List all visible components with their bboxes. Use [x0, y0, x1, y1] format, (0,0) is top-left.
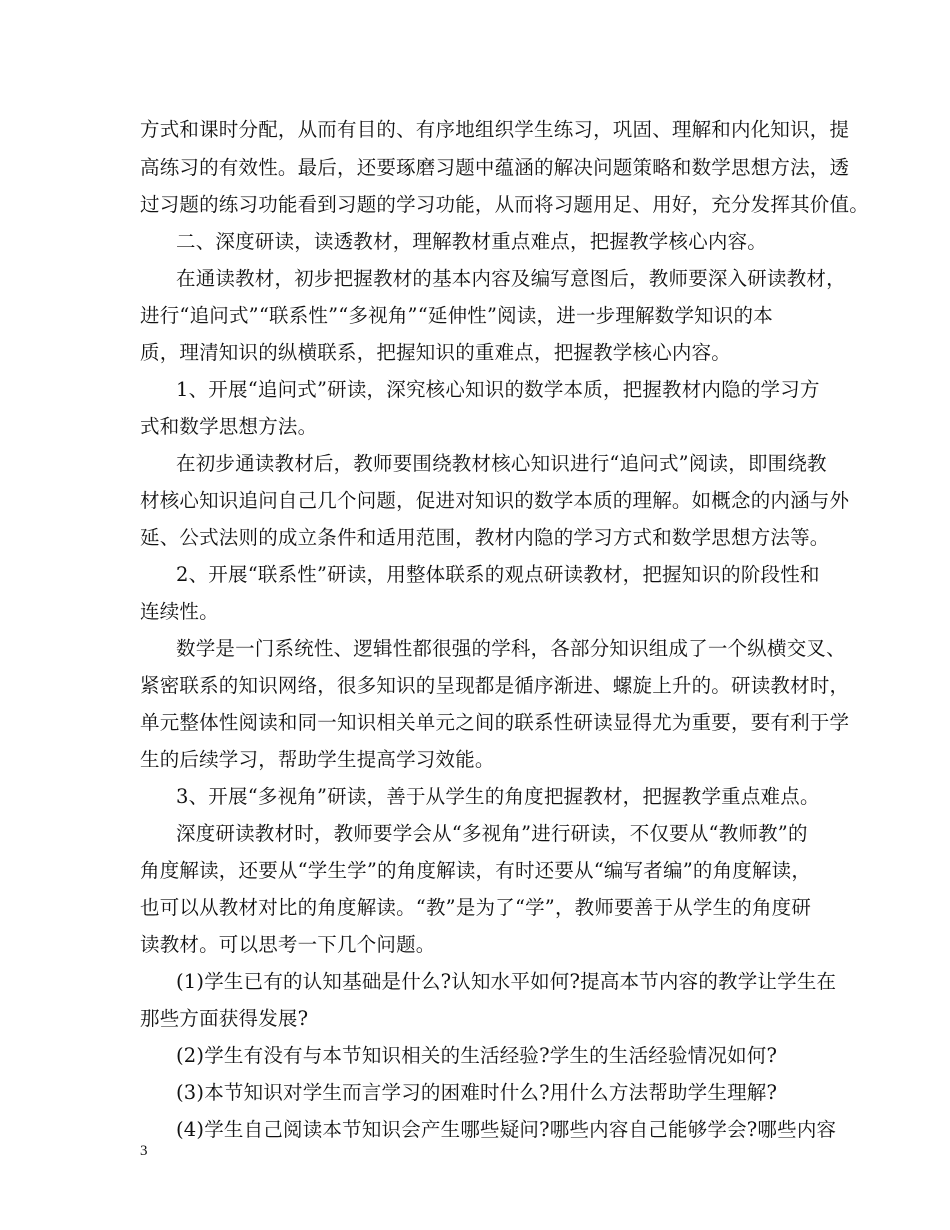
text-line: 方式和课时分配，从而有目的、有序地组织学生练习，巩固、理解和内化知识，提 [140, 118, 850, 141]
text-line: 延、公式法则的成立条件和适用范围，教材内隐的学习方式和数学思想方法等。 [140, 526, 830, 549]
text-line: 读教材。可以思考一下几个问题。 [140, 933, 436, 956]
text-line: 也可以从教材对比的角度解读。“教”是为了“学”，教师要善于从学生的角度研 [140, 896, 812, 919]
question-item: (1)学生已有的认知基础是什么?认知水平如何?提高本节内容的教学让学生在 [176, 970, 837, 993]
text-line: 过习题的练习功能看到习题的学习功能，从而将习题用足、用好，充分发挥其价值。 [140, 193, 869, 216]
text-line: 式和数学思想方法。 [140, 415, 318, 438]
text-line: 数学是一门系统性、逻辑性都很强的学科，各部分知识组成了一个纵横交叉、 [176, 637, 846, 660]
text-line: 单元整体性阅读和同一知识相关单元之间的联系性研读显得尤为重要，要有利于学 [140, 711, 850, 734]
subsection-heading: 3、开展“多视角”研读，善于从学生的角度把握教材，把握教学重点难点。 [176, 785, 820, 808]
subsection-heading: 2、开展“联系性”研读，用整体联系的观点研读教材，把握知识的阶段性和 [176, 563, 820, 586]
question-item: (3)本节知识对学生而言学习的困难时什么?用什么方法帮助学生理解? [176, 1081, 778, 1104]
text-line: 在通读教材，初步把握教材的基本内容及编写意图后，教师要深入研读教材， [176, 267, 846, 290]
text-line: 质，理清知识的纵横联系，把握知识的重难点，把握教学核心内容。 [140, 341, 732, 364]
text-line: 生的后续学习，帮助学生提高学习效能。 [140, 748, 495, 771]
text-line: 那些方面获得发展? [140, 1007, 309, 1030]
text-line: 深度研读教材时，教师要学会从“多视角”进行研读，不仅要从“教师教”的 [176, 822, 808, 845]
page-number: 3 [140, 1143, 148, 1159]
text-line: 材核心知识追问自己几个问题，促进对知识的数学本质的理解。如概念的内涵与外 [140, 489, 850, 512]
text-line: 连续性。 [140, 600, 219, 623]
text-line: 进行“追问式”“联系性”“多视角”“延伸性”阅读，进一步理解数学知识的本 [140, 304, 773, 327]
question-item: (2)学生有没有与本节知识相关的生活经验?学生的生活经验情况如何? [176, 1044, 778, 1067]
subsection-heading: 1、开展“追问式”研读，深究核心知识的数学本质，把握教材内隐的学习方 [176, 378, 820, 401]
text-line: 在初步通读教材后，教师要围绕教材核心知识进行“追问式”阅读，即围绕教 [176, 452, 827, 475]
question-item: (4)学生自己阅读本节知识会产生哪些疑问?哪些内容自己能够学会?哪些内容 [176, 1118, 837, 1141]
text-line: 紧密联系的知识网络，很多知识的呈现都是循序渐进、螺旋上升的。研读教材时， [140, 674, 850, 697]
section-heading: 二、深度研读，读透教材，理解教材重点难点，把握教学核心内容。 [176, 230, 768, 253]
text-line: 高练习的有效性。最后，还要琢磨习题中蕴涵的解决问题策略和数学思想方法，透 [140, 156, 850, 179]
text-line: 角度解读，还要从“学生学”的角度解读，有时还要从“编写者编”的角度解读， [140, 859, 812, 882]
